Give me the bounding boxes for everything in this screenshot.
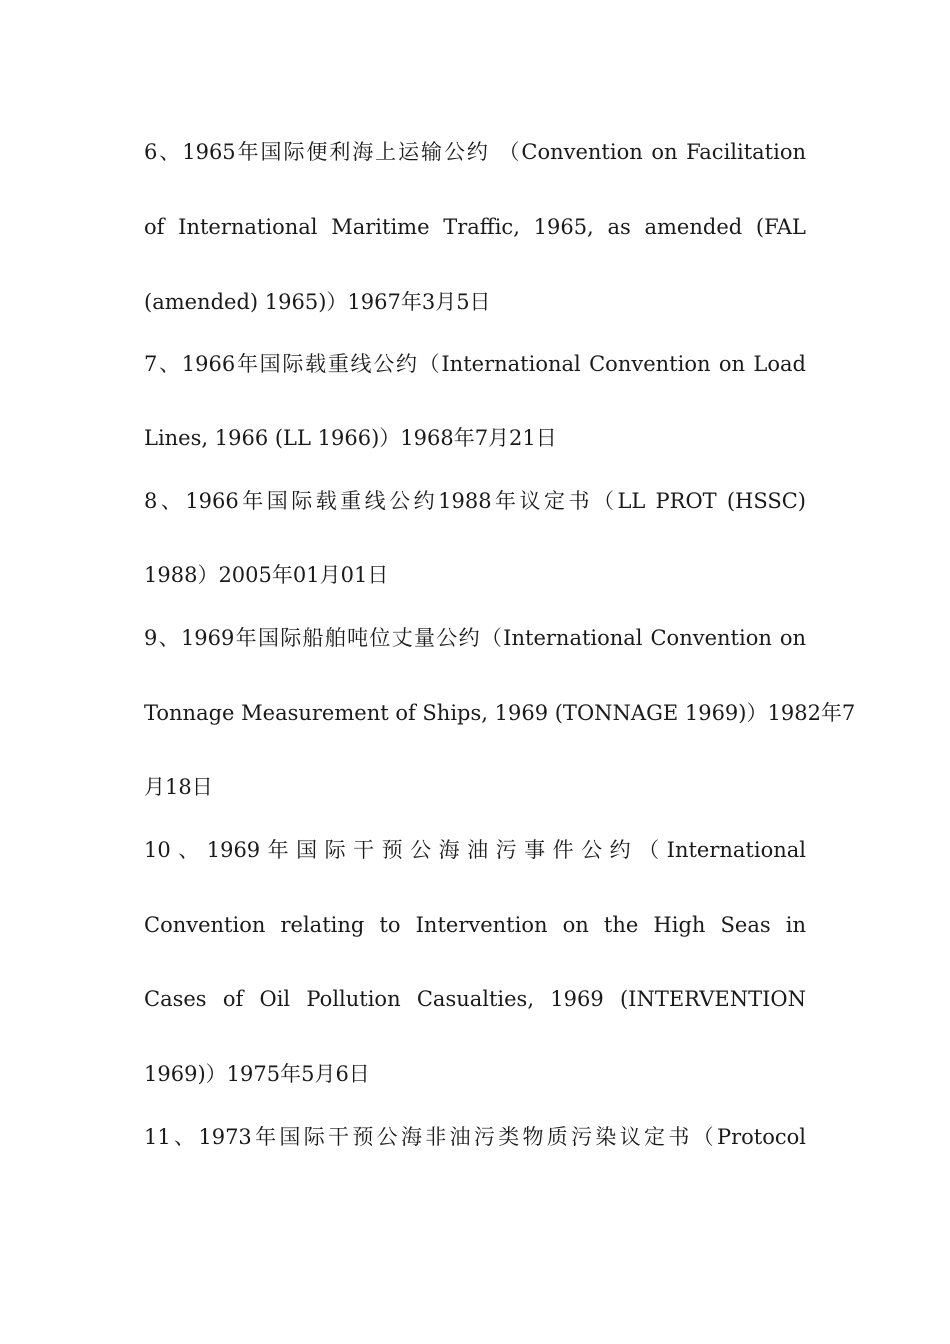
entry-10-line-3: Cases of Oil Pollution Casualties, 1969 (INTERVENTION xyxy=(144,987,806,1011)
entry-7-line-2: Lines, 1966 (LL 1966)）1968年7月21日 xyxy=(144,426,557,450)
entry-11-line-1: 11、1973年国际干预公海非油污类物质污染议定书（Protocol xyxy=(144,1125,806,1149)
entry-9-line-1: 9、1969年国际船舶吨位丈量公约（International Convention on xyxy=(144,626,806,650)
entry-10-line-1: 10、1969年国际干预公海油污事件公约（International xyxy=(144,838,806,862)
entry-10-line-2: Convention relating to Intervention on the High Seas in xyxy=(144,913,806,937)
entry-8-line-1: 8、1966年国际载重线公约1988年议定书（LL PROT (HSSC) xyxy=(144,489,806,513)
entry-9-line-3: 月18日 xyxy=(144,775,213,799)
entry-8-line-2: 1988）2005年01月01日 xyxy=(144,563,389,587)
entry-6-line-2: of International Maritime Traffic, 1965, as amended (FAL xyxy=(144,215,806,239)
entry-6-line-3: (amended) 1965)）1967年3月5日 xyxy=(144,290,491,314)
entry-6-line-1: 6、1965年国际便利海上运输公约 （Convention on Facilitation xyxy=(144,140,806,164)
entry-9-line-2: Tonnage Measurement of Ships, 1969 (TONNAGE 1969)）1982年7 xyxy=(144,701,856,725)
entry-7-line-1: 7、1966年国际载重线公约（International Convention on Load xyxy=(144,352,806,376)
entry-10-line-4: 1969)）1975年5月6日 xyxy=(144,1062,370,1086)
